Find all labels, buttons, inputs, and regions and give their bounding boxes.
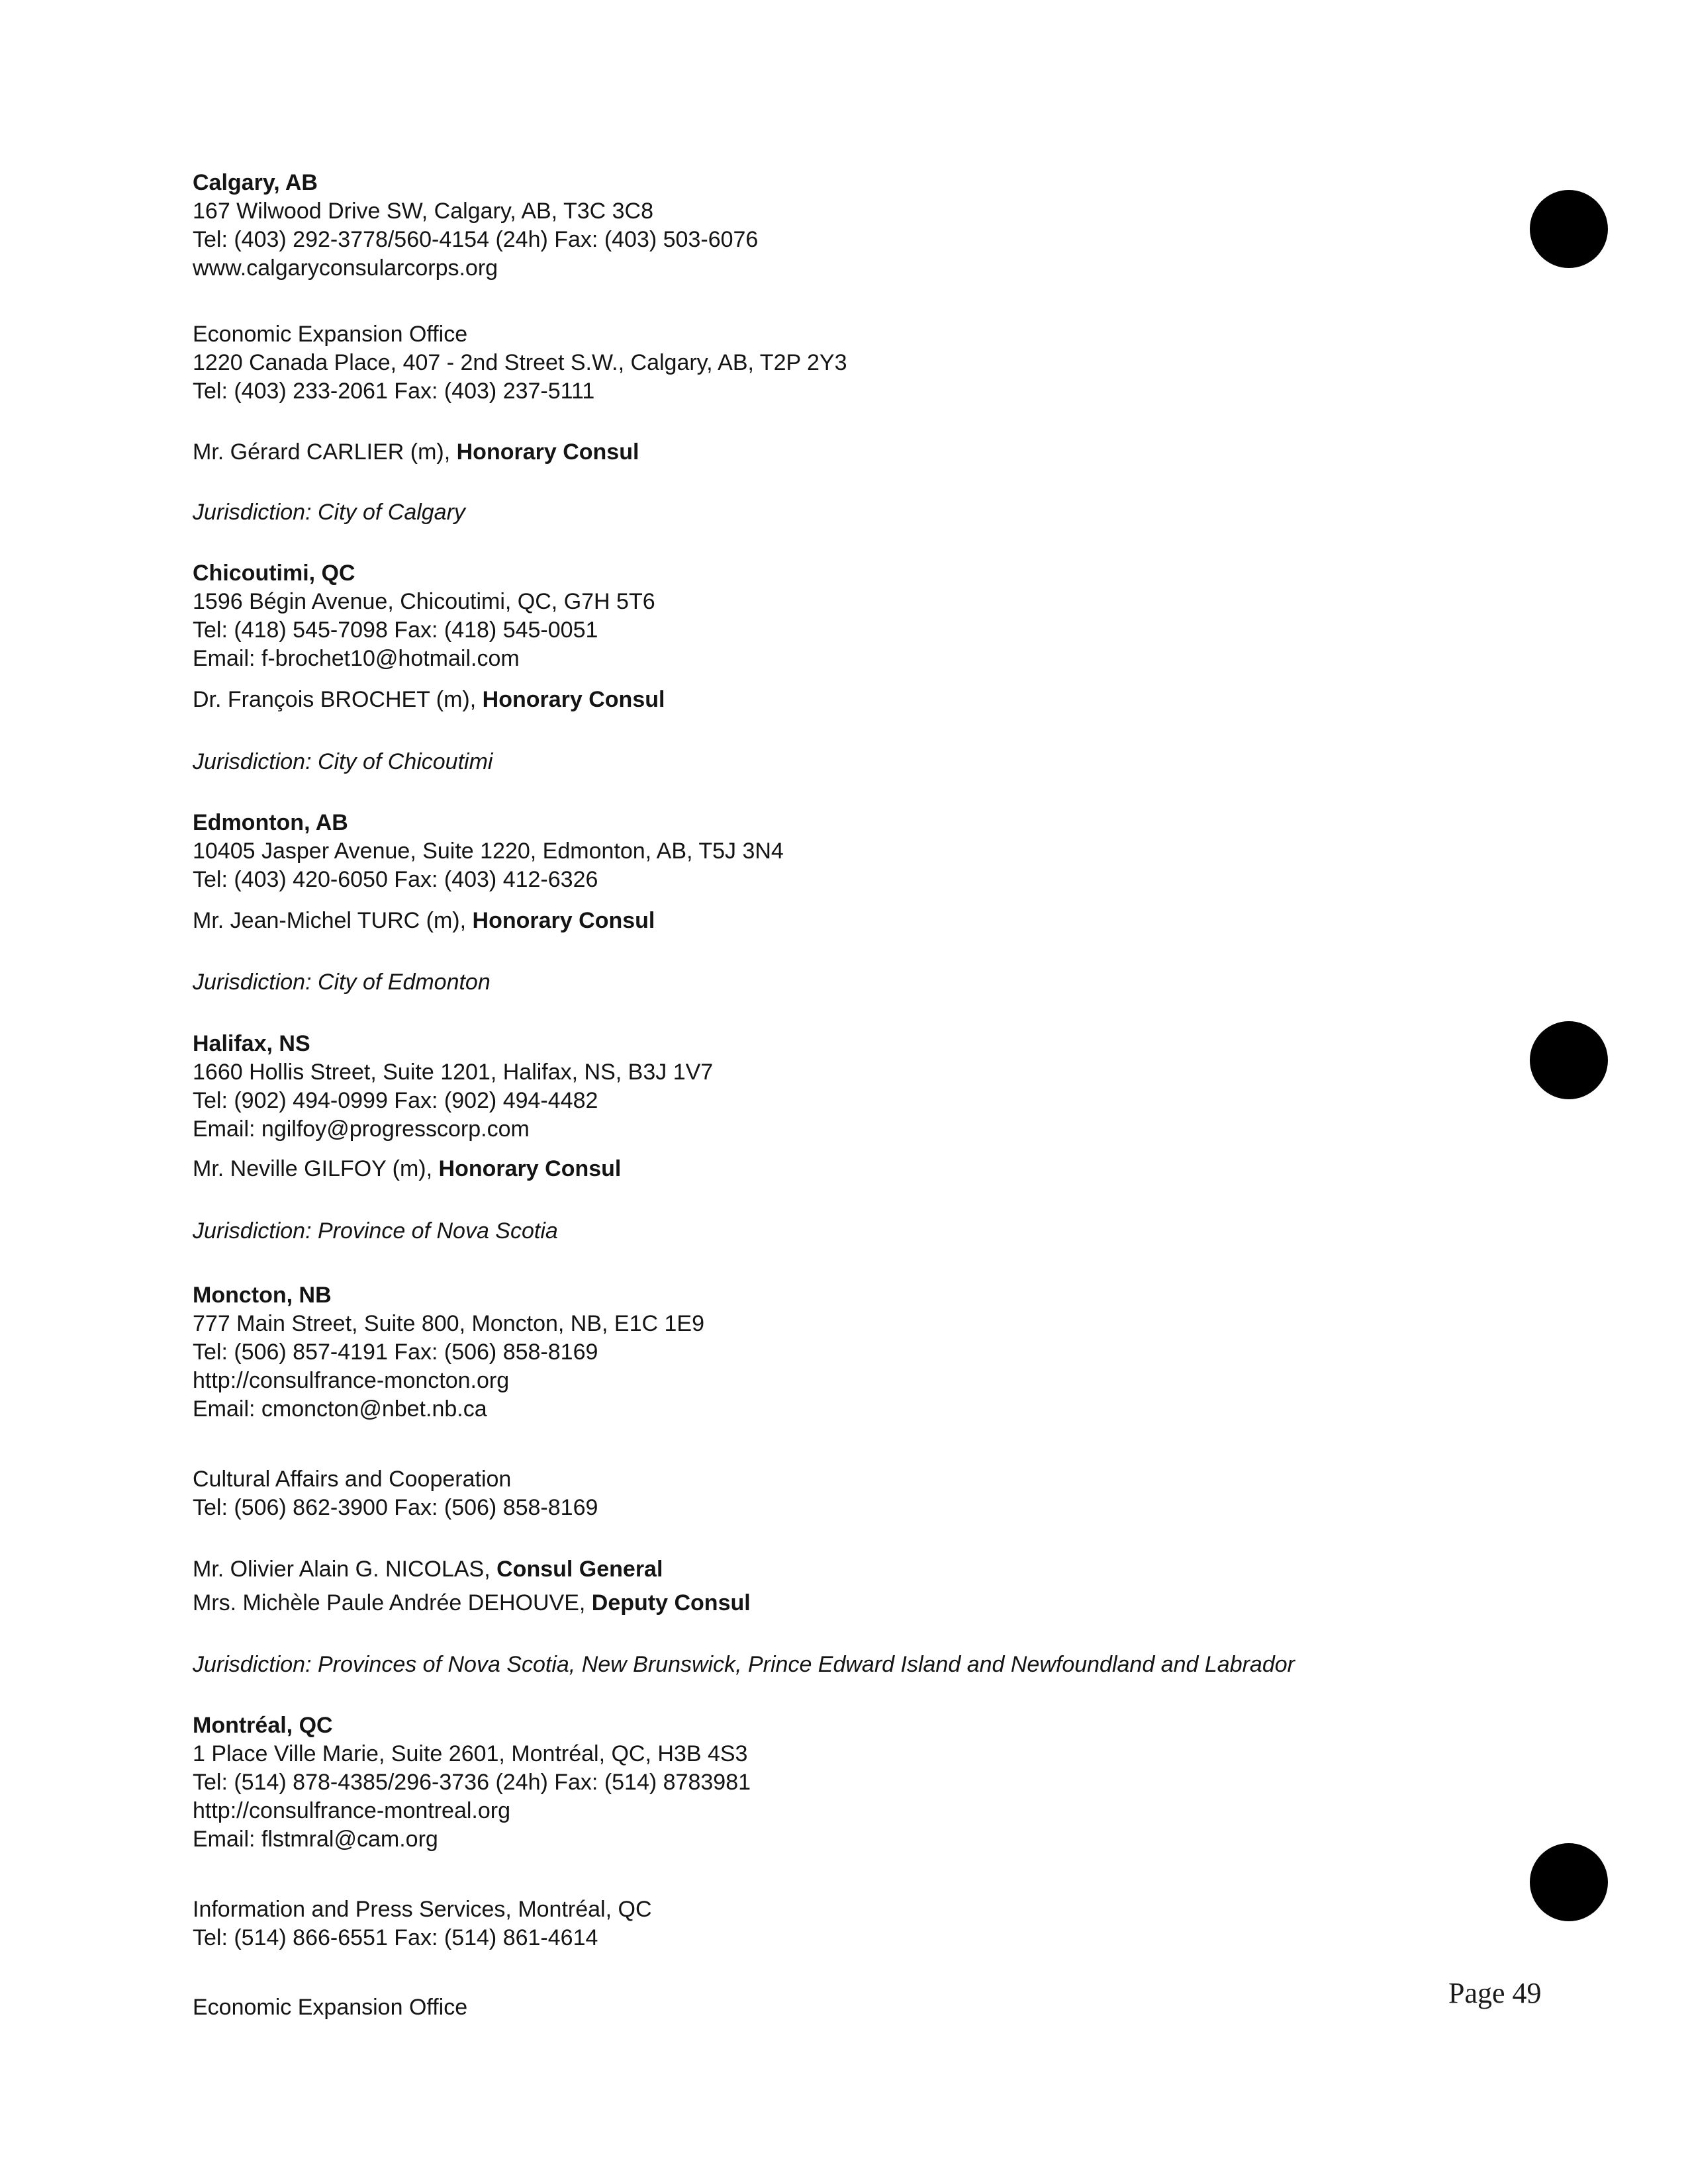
official [193, 907, 655, 934]
official-name: Mr. Gérard CARLIER (m), [193, 439, 451, 465]
official-title: Honorary Consul [438, 1156, 622, 1181]
official-title: Deputy Consul [591, 1590, 751, 1615]
office-name: Cultural Affairs and Cooperation [193, 1467, 512, 1492]
phone: Tel: (902) 494-0999 Fax: (902) 494-4482 [193, 1088, 598, 1113]
jurisdiction: Jurisdiction: City of Calgary [193, 500, 465, 525]
phone: Tel: (514) 878-4385/296-3736 (24h) Fax: (514) 8783981 [193, 1770, 751, 1795]
office-phone: Tel: (506) 862-3900 Fax: (506) 858-8169 [193, 1495, 598, 1520]
office-name: Information and Press Services, Montréal, QC [193, 1897, 652, 1922]
jurisdiction: Jurisdiction: Province of Nova Scotia [193, 1218, 558, 1244]
page-number: Page 49 [1448, 1977, 1542, 2009]
address: 777 Main Street, Suite 800, Moncton, NB, E1C 1E9 [193, 1311, 704, 1336]
address: 1596 Bégin Avenue, Chicoutimi, QC, G7H 5T6 [193, 589, 655, 614]
phone: Tel: (403) 292-3778/560-4154 (24h) Fax: (403) 503-6076 [193, 227, 759, 252]
website-link[interactable]: www.calgaryconsularcorps.org [193, 255, 498, 281]
city-heading: Calgary, AB [193, 170, 318, 195]
punch-hole-middle [1530, 1021, 1608, 1099]
phone: Tel: (506) 857-4191 Fax: (506) 858-8169 [193, 1340, 598, 1365]
jurisdiction: Jurisdiction: City of Chicoutimi [193, 749, 493, 774]
official [193, 1590, 751, 1616]
city-heading: Montréal, QC [193, 1713, 333, 1738]
jurisdiction: Jurisdiction: City of Edmonton [193, 970, 491, 995]
email-link[interactable]: Email: f-brochet10@hotmail.com [193, 646, 520, 671]
website-link[interactable]: http://consulfrance-moncton.org [193, 1368, 510, 1393]
email-link[interactable]: Email: flstmral@cam.org [193, 1827, 438, 1852]
phone: Tel: (403) 420-6050 Fax: (403) 412-6326 [193, 867, 598, 892]
jurisdiction: Jurisdiction: Provinces of Nova Scotia, New Brunswick, Prince Edward Island and Newfoundland and Labrador [193, 1652, 1295, 1677]
office-address: 1220 Canada Place, 407 - 2nd Street S.W., Calgary, AB, T2P 2Y3 [193, 350, 847, 375]
city-heading: Chicoutimi, QC [193, 561, 355, 586]
website-link[interactable]: http://consulfrance-montreal.org [193, 1798, 511, 1823]
office-phone: Tel: (514) 866-6551 Fax: (514) 861-4614 [193, 1925, 598, 1950]
official [193, 686, 665, 713]
official-name: Mrs. Michèle Paule Andrée DEHOUVE, [193, 1590, 586, 1615]
official-title: Honorary Consul [482, 687, 665, 712]
official-name: Mr. Olivier Alain G. NICOLAS, [193, 1557, 491, 1582]
punch-hole-top [1530, 190, 1608, 268]
phone: Tel: (418) 545-7098 Fax: (418) 545-0051 [193, 617, 598, 643]
city-heading: Moncton, NB [193, 1283, 332, 1308]
email-link[interactable]: Email: cmoncton@nbet.nb.ca [193, 1396, 487, 1422]
official-title: Honorary Consul [456, 439, 639, 465]
official-title: Consul General [496, 1557, 663, 1582]
office-name: Economic Expansion Office [193, 322, 468, 347]
official-name: Mr. Jean-Michel TURC (m), [193, 908, 467, 933]
address: 1 Place Ville Marie, Suite 2601, Montréal, QC, H3B 4S3 [193, 1741, 748, 1766]
office-name: Economic Expansion Office [193, 1995, 468, 2020]
official-name: Mr. Neville GILFOY (m), [193, 1156, 433, 1181]
address: 1660 Hollis Street, Suite 1201, Halifax, NS, B3J 1V7 [193, 1060, 714, 1085]
official-title: Honorary Consul [472, 908, 655, 933]
punch-hole-bottom [1530, 1843, 1608, 1921]
address: 10405 Jasper Avenue, Suite 1220, Edmonton, AB, T5J 3N4 [193, 839, 784, 864]
email-link[interactable]: Email: ngilfoy@progresscorp.com [193, 1116, 530, 1142]
official-name: Dr. François BROCHET (m), [193, 687, 477, 712]
official [193, 1156, 621, 1182]
city-heading: Edmonton, AB [193, 810, 348, 835]
office-phone: Tel: (403) 233-2061 Fax: (403) 237-5111 [193, 379, 595, 404]
city-heading: Halifax, NS [193, 1031, 310, 1056]
official [193, 439, 639, 465]
official [193, 1556, 663, 1582]
address: 167 Wilwood Drive SW, Calgary, AB, T3C 3C8 [193, 199, 654, 224]
